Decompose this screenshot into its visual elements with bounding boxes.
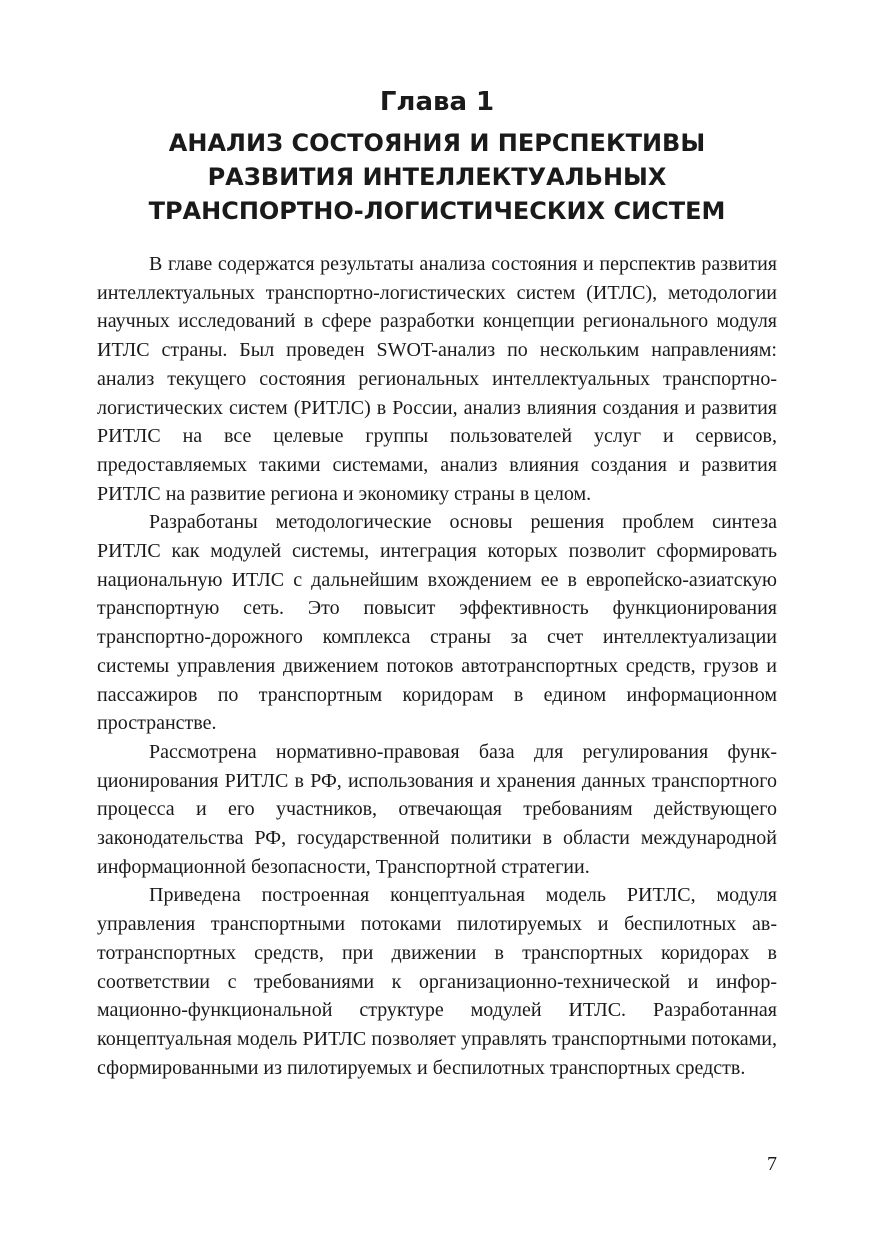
chapter-label: Глава 1 xyxy=(379,87,495,117)
chapter-title-line-1: АНАЛИЗ СОСТОЯНИЯ И ПЕРСПЕКТИВЫ xyxy=(168,129,706,157)
book-page xyxy=(97,0,777,1240)
chapter-body xyxy=(97,250,777,1082)
page-number: 7 xyxy=(767,1153,777,1175)
paragraph-1: В главе содержатся результаты анализа состояния и перспектив развития интеллектуальных транспортно-логистических систем (ИТЛС), методологии научных исследований в сфере разработки концепции регионального модуля ИТЛС страны. Был проведен SWOT-анализ по нескольким направлениям: анализ текущего состояния региональных интеллектуальных транспортно-логистических систем (РИТЛС) в России, анализ влияния создания и развития РИТЛС на все целевые группы пользователей услуг и сервисов, предоставляемых такими системами, анализ влияния создания и развития РИТЛС на развитие региона и экономику страны в целом. xyxy=(97,253,777,505)
chapter-title xyxy=(97,126,777,228)
paragraph-3: Рассмотрена нормативно-правовая база для регулирования функционирования РИТЛС в РФ, использования и хранения данных транспортного процесса и его участников, отвечающая требованиям действующего законодательства РФ, государственной политики в области международной информационной безопасности, Транспортной стратегии. xyxy=(97,740,777,878)
chapter-title-line-2: РАЗВИТИЯ ИНТЕЛЛЕКТУАЛЬНЫХ xyxy=(207,163,667,191)
paragraph-4: Приведена построенная концептуальная модель РИТЛС, модуля управления транспортными потоками пилотируемых и беспилотных автотранспортных средств, при движении в транспортных коридорах в соответствии с требованиями к организационно-технической и информационно-функциональной структуре модулей ИТЛС. Разработанная концептуальная модель РИТЛС позволяет управлять транспортными потоками, сформированными из пилотируемых и беспилотных транспортных средств. xyxy=(97,884,777,1079)
paragraph-2: Разработаны методологические основы решения проблем синтеза РИТЛС как модулей системы, интеграция которых позволит сформировать национальную ИТЛС с дальнейшим вхождением ее в европейско-азиатскую транспортную сеть. Это повысит эффективность функционирования транспортно-дорожного комплекса страны за счет интеллектуализации системы управления движением потоков автотранспортных средств, грузов и пассажиров по транспортным коридорам в едином информационном пространстве. xyxy=(97,511,777,735)
chapter-title-line-3: ТРАНСПОРТНО-ЛОГИСТИЧЕСКИХ СИСТЕМ xyxy=(148,197,726,225)
